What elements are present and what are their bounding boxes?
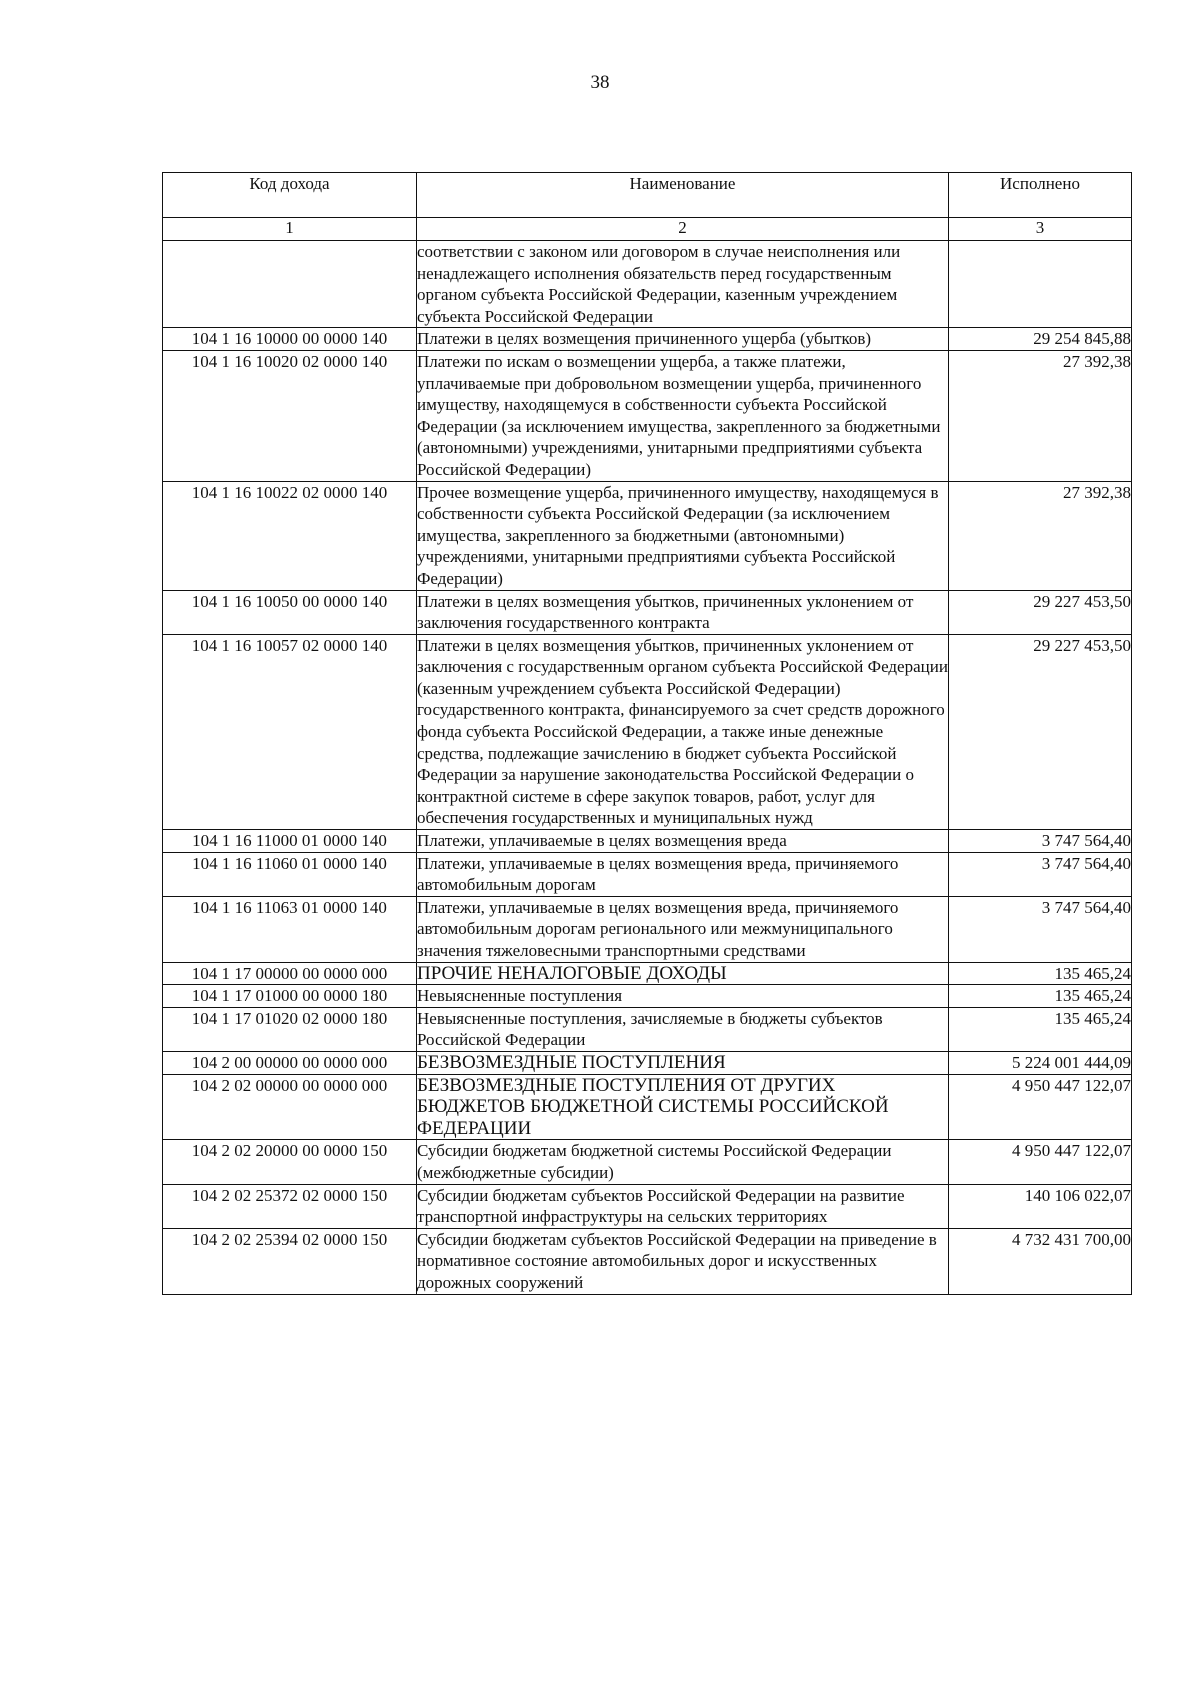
income-code-cell: 104 2 02 25372 02 0000 150 bbox=[163, 1184, 417, 1228]
header-income-code: Код дохода bbox=[163, 173, 417, 218]
income-code-cell: 104 2 02 00000 00 0000 000 bbox=[163, 1074, 417, 1140]
income-code-cell: 104 1 16 10000 00 0000 140 bbox=[163, 328, 417, 351]
table-row bbox=[163, 1140, 1132, 1184]
name-cell: Невыясненные поступления, зачисляемые в бюджеты субъектов Российской Федерации bbox=[417, 1007, 949, 1051]
income-code-cell: 104 1 16 11060 01 0000 140 bbox=[163, 852, 417, 896]
name-cell: Платежи, уплачиваемые в целях возмещения вреда bbox=[417, 830, 949, 853]
page-number: 38 bbox=[590, 72, 610, 93]
table-row bbox=[163, 852, 1132, 896]
executed-amount-cell: 3 747 564,40 bbox=[949, 852, 1132, 896]
column-number-row bbox=[163, 218, 1132, 241]
income-code-cell: 104 1 16 11000 01 0000 140 bbox=[163, 830, 417, 853]
table-row bbox=[163, 328, 1132, 351]
name-cell: Платежи, уплачиваемые в целях возмещения вреда, причиняемого автомобильным дорогам bbox=[417, 852, 949, 896]
executed-amount-cell: 5 224 001 444,09 bbox=[949, 1051, 1132, 1074]
name-cell: Платежи в целях возмещения убытков, причиненных уклонением от заключения с государственным органом субъекта Российской Федерации (казенным учреждением субъекта Российской Федерации) государственного контракта, финансируемого за счет средств дорожного фонда субъекта Российской Федерации, а также иные денежные средства, подлежащие зачислению в бюджет субъекта Российской Федерации за нарушение законодательства Российской Федерации о контрактной системе в сфере закупок товаров, работ, услуг для обеспечения государственных и муниципальных нужд bbox=[417, 634, 949, 829]
executed-amount-cell bbox=[949, 241, 1132, 328]
table-row bbox=[163, 241, 1132, 328]
executed-amount-cell: 27 392,38 bbox=[949, 481, 1132, 590]
name-cell: Прочее возмещение ущерба, причиненного имуществу, находящемуся в собственности субъекта Российской Федерации (за исключением имущества, закрепленного за бюджетными (автономными) учреждениями, унитарными предприятиями субъекта Российской Федерации) bbox=[417, 481, 949, 590]
executed-amount-cell: 135 465,24 bbox=[949, 1007, 1132, 1051]
table-row bbox=[163, 634, 1132, 829]
name-cell: ПРОЧИЕ НЕНАЛОГОВЫЕ ДОХОДЫ bbox=[417, 962, 949, 985]
executed-amount-cell: 135 465,24 bbox=[949, 962, 1132, 985]
header-executed: Исполнено bbox=[949, 173, 1132, 218]
income-code-cell: 104 1 17 01000 00 0000 180 bbox=[163, 985, 417, 1008]
table-row bbox=[163, 1184, 1132, 1228]
header-name: Наименование bbox=[417, 173, 949, 218]
income-code-cell: 104 1 16 11063 01 0000 140 bbox=[163, 896, 417, 962]
income-code-cell: 104 2 02 20000 00 0000 150 bbox=[163, 1140, 417, 1184]
executed-amount-cell: 4 950 447 122,07 bbox=[949, 1140, 1132, 1184]
name-cell: Невыясненные поступления bbox=[417, 985, 949, 1008]
name-cell: Платежи в целях возмещения причиненного ущерба (убытков) bbox=[417, 328, 949, 351]
name-cell: Субсидии бюджетам субъектов Российской Федерации на приведение в нормативное состояние автомобильных дорог и искусственных дорожных сооружений bbox=[417, 1228, 949, 1294]
header-row bbox=[163, 173, 1132, 218]
income-code-cell: 104 1 17 01020 02 0000 180 bbox=[163, 1007, 417, 1051]
table-row bbox=[163, 1051, 1132, 1074]
name-cell: БЕЗВОЗМЕЗДНЫЕ ПОСТУПЛЕНИЯ bbox=[417, 1051, 949, 1074]
table-body bbox=[163, 241, 1132, 1295]
income-code-cell: 104 1 16 10050 00 0000 140 bbox=[163, 590, 417, 634]
name-cell: Платежи по искам о возмещении ущерба, а также платежи, уплачиваемые при добровольном возмещении ущерба, причиненного имуществу, находящемуся в собственности субъекта Российской Федерации (за исключением имущества, закрепленного за бюджетными (автономными) учреждениями, унитарными предприятиями субъекта Российской Федерации) bbox=[417, 350, 949, 481]
executed-amount-cell: 3 747 564,40 bbox=[949, 830, 1132, 853]
executed-amount-cell: 3 747 564,40 bbox=[949, 896, 1132, 962]
table-row bbox=[163, 481, 1132, 590]
executed-amount-cell: 29 254 845,88 bbox=[949, 328, 1132, 351]
table-row bbox=[163, 896, 1132, 962]
executed-amount-cell: 27 392,38 bbox=[949, 350, 1132, 481]
column-number-1: 1 bbox=[163, 218, 417, 241]
income-code-cell: 104 2 00 00000 00 0000 000 bbox=[163, 1051, 417, 1074]
table-row bbox=[163, 962, 1132, 985]
name-cell: соответствии с законом или договором в случае неисполнения или ненадлежащего исполнения обязательств перед государственным органом субъекта Российской Федерации, казенным учреждением субъекта Российской Федерации bbox=[417, 241, 949, 328]
column-number-2: 2 bbox=[417, 218, 949, 241]
name-cell: Платежи, уплачиваемые в целях возмещения вреда, причиняемого автомобильным дорогам регионального или межмуниципального значения тяжеловесными транспортными средствами bbox=[417, 896, 949, 962]
table-row bbox=[163, 1228, 1132, 1294]
name-cell: БЕЗВОЗМЕЗДНЫЕ ПОСТУПЛЕНИЯ ОТ ДРУГИХ БЮДЖЕТОВ БЮДЖЕТНОЙ СИСТЕМЫ РОССИЙСКОЙ ФЕДЕРАЦИИ bbox=[417, 1074, 949, 1140]
table-row bbox=[163, 590, 1132, 634]
income-code-cell: 104 1 17 00000 00 0000 000 bbox=[163, 962, 417, 985]
revenue-table bbox=[162, 172, 1132, 1295]
income-code-cell: 104 1 16 10057 02 0000 140 bbox=[163, 634, 417, 829]
table-row bbox=[163, 830, 1132, 853]
executed-amount-cell: 4 950 447 122,07 bbox=[949, 1074, 1132, 1140]
executed-amount-cell: 135 465,24 bbox=[949, 985, 1132, 1008]
table-row bbox=[163, 985, 1132, 1008]
name-cell: Субсидии бюджетам субъектов Российской Федерации на развитие транспортной инфраструктуры на сельских территориях bbox=[417, 1184, 949, 1228]
executed-amount-cell: 29 227 453,50 bbox=[949, 590, 1132, 634]
executed-amount-cell: 4 732 431 700,00 bbox=[949, 1228, 1132, 1294]
income-code-cell: 104 2 02 25394 02 0000 150 bbox=[163, 1228, 417, 1294]
column-number-3: 3 bbox=[949, 218, 1132, 241]
executed-amount-cell: 140 106 022,07 bbox=[949, 1184, 1132, 1228]
income-code-cell: 104 1 16 10020 02 0000 140 bbox=[163, 350, 417, 481]
table-row bbox=[163, 1007, 1132, 1051]
name-cell: Платежи в целях возмещения убытков, причиненных уклонением от заключения государственного контракта bbox=[417, 590, 949, 634]
name-cell: Субсидии бюджетам бюджетной системы Российской Федерации (межбюджетные субсидии) bbox=[417, 1140, 949, 1184]
executed-amount-cell: 29 227 453,50 bbox=[949, 634, 1132, 829]
table-row bbox=[163, 1074, 1132, 1140]
table-row bbox=[163, 350, 1132, 481]
income-code-cell: 104 1 16 10022 02 0000 140 bbox=[163, 481, 417, 590]
income-code-cell bbox=[163, 241, 417, 328]
